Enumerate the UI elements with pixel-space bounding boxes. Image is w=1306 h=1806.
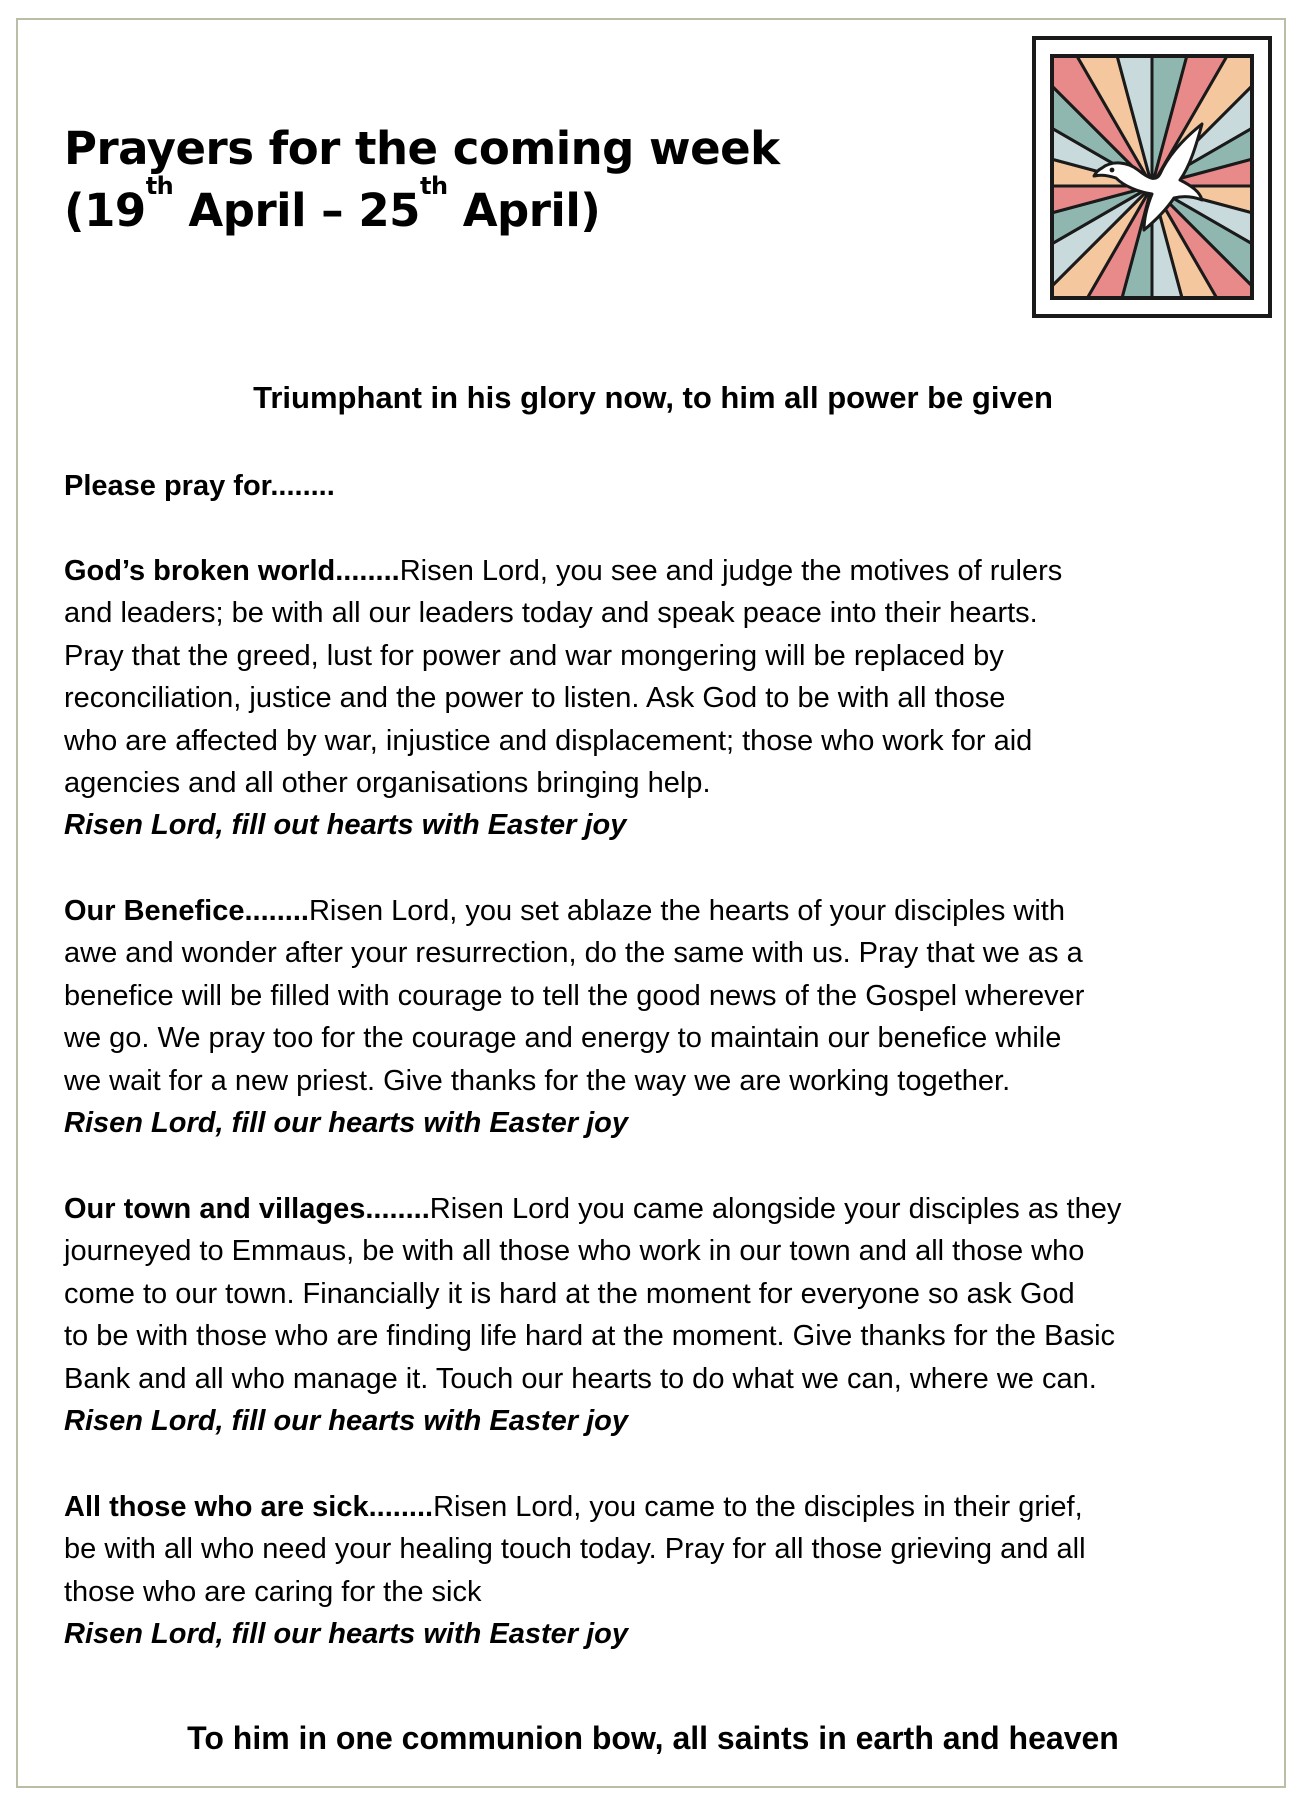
section-line-6: agencies and all other organisations bringing help. bbox=[64, 767, 711, 800]
section-line-4: to be with those who are finding life hard at the moment. Give thanks for the Basic bbox=[64, 1320, 1116, 1353]
title-close: April) bbox=[447, 184, 601, 237]
prayer-section-world bbox=[64, 550, 1244, 847]
section-text: Risen Lord you came alongside your disciples as they bbox=[429, 1193, 1122, 1225]
section-response: Risen Lord, fill our hearts with Easter joy bbox=[64, 1618, 628, 1651]
section-lead: God’s broken world........ bbox=[64, 555, 400, 587]
section-line-5: we wait for a new priest. Give thanks for the way we are working together. bbox=[64, 1064, 1011, 1097]
title-line-2 bbox=[64, 172, 964, 242]
section-line-1 bbox=[64, 550, 1244, 592]
section-response: Risen Lord, fill out hearts with Easter joy bbox=[64, 809, 627, 842]
section-text: Risen Lord, you see and judge the motives of rulers bbox=[399, 555, 1063, 587]
prayer-section-benefice bbox=[64, 890, 1244, 1144]
section-lead: All those who are sick........ bbox=[64, 1491, 434, 1523]
section-line-4: we go. We pray too for the courage and energy to maintain our benefice while bbox=[64, 1022, 1062, 1055]
section-line-3: come to our town. Financially it is hard at the moment for everyone so ask God bbox=[64, 1277, 1075, 1310]
section-line-2: be with all who need your healing touch today. Pray for all those grieving and all bbox=[64, 1533, 1086, 1566]
section-lead: Our Benefice........ bbox=[64, 895, 309, 927]
verse-top: Triumphant in his glory now, to him all power be given bbox=[253, 380, 1053, 415]
title-line-1: Prayers for the coming week bbox=[64, 122, 780, 175]
verse-bottom: To him in one communion bow, all saints in earth and heaven bbox=[187, 1720, 1119, 1756]
section-line-1 bbox=[64, 1486, 1244, 1528]
section-line-1 bbox=[64, 1188, 1244, 1230]
intro-text: Please pray for........ bbox=[64, 470, 335, 502]
section-line-2: awe and wonder after your resurrection, do the same with us. Pray that we as a bbox=[64, 937, 1083, 970]
section-response: Risen Lord, fill our hearts with Easter joy bbox=[64, 1107, 628, 1140]
section-line-4: reconciliation, justice and the power to listen. Ask God to be with all those bbox=[64, 682, 1006, 715]
section-line-2: journeyed to Emmaus, be with all those who work in our town and all those who bbox=[64, 1235, 1085, 1268]
title-mid: April – 25 bbox=[173, 184, 420, 237]
title-open: (19 bbox=[64, 184, 146, 237]
section-line-3: benefice will be filled with courage to tell the good news of the Gospel wherever bbox=[64, 979, 1085, 1012]
section-lead: Our town and villages........ bbox=[64, 1193, 430, 1225]
title-sup-1: th bbox=[145, 172, 174, 200]
prayer-section-town bbox=[64, 1188, 1244, 1442]
section-text: Risen Lord, you set ablaze the hearts of your disciples with bbox=[308, 895, 1065, 927]
section-line-2: and leaders; be with all our leaders today and speak peace into their hearts. bbox=[64, 597, 1038, 630]
section-text: Risen Lord, you came to the disciples in their grief, bbox=[433, 1491, 1083, 1523]
page-title bbox=[64, 118, 964, 242]
section-line-3: Pray that the greed, lust for power and war mongering will be replaced by bbox=[64, 639, 1004, 672]
section-line-1 bbox=[64, 890, 1244, 932]
section-line-5: who are affected by war, injustice and displacement; those who work for aid bbox=[64, 724, 1033, 757]
prayer-section-sick bbox=[64, 1486, 1244, 1656]
title-sup-2: th bbox=[419, 172, 448, 200]
section-response: Risen Lord, fill our hearts with Easter joy bbox=[64, 1405, 628, 1438]
section-line-3: those who are caring for the sick bbox=[64, 1575, 482, 1608]
dove-stained-glass-icon bbox=[1032, 36, 1272, 318]
section-line-5: Bank and all who manage it. Touch our hearts to do what we can, where we can. bbox=[64, 1362, 1097, 1395]
